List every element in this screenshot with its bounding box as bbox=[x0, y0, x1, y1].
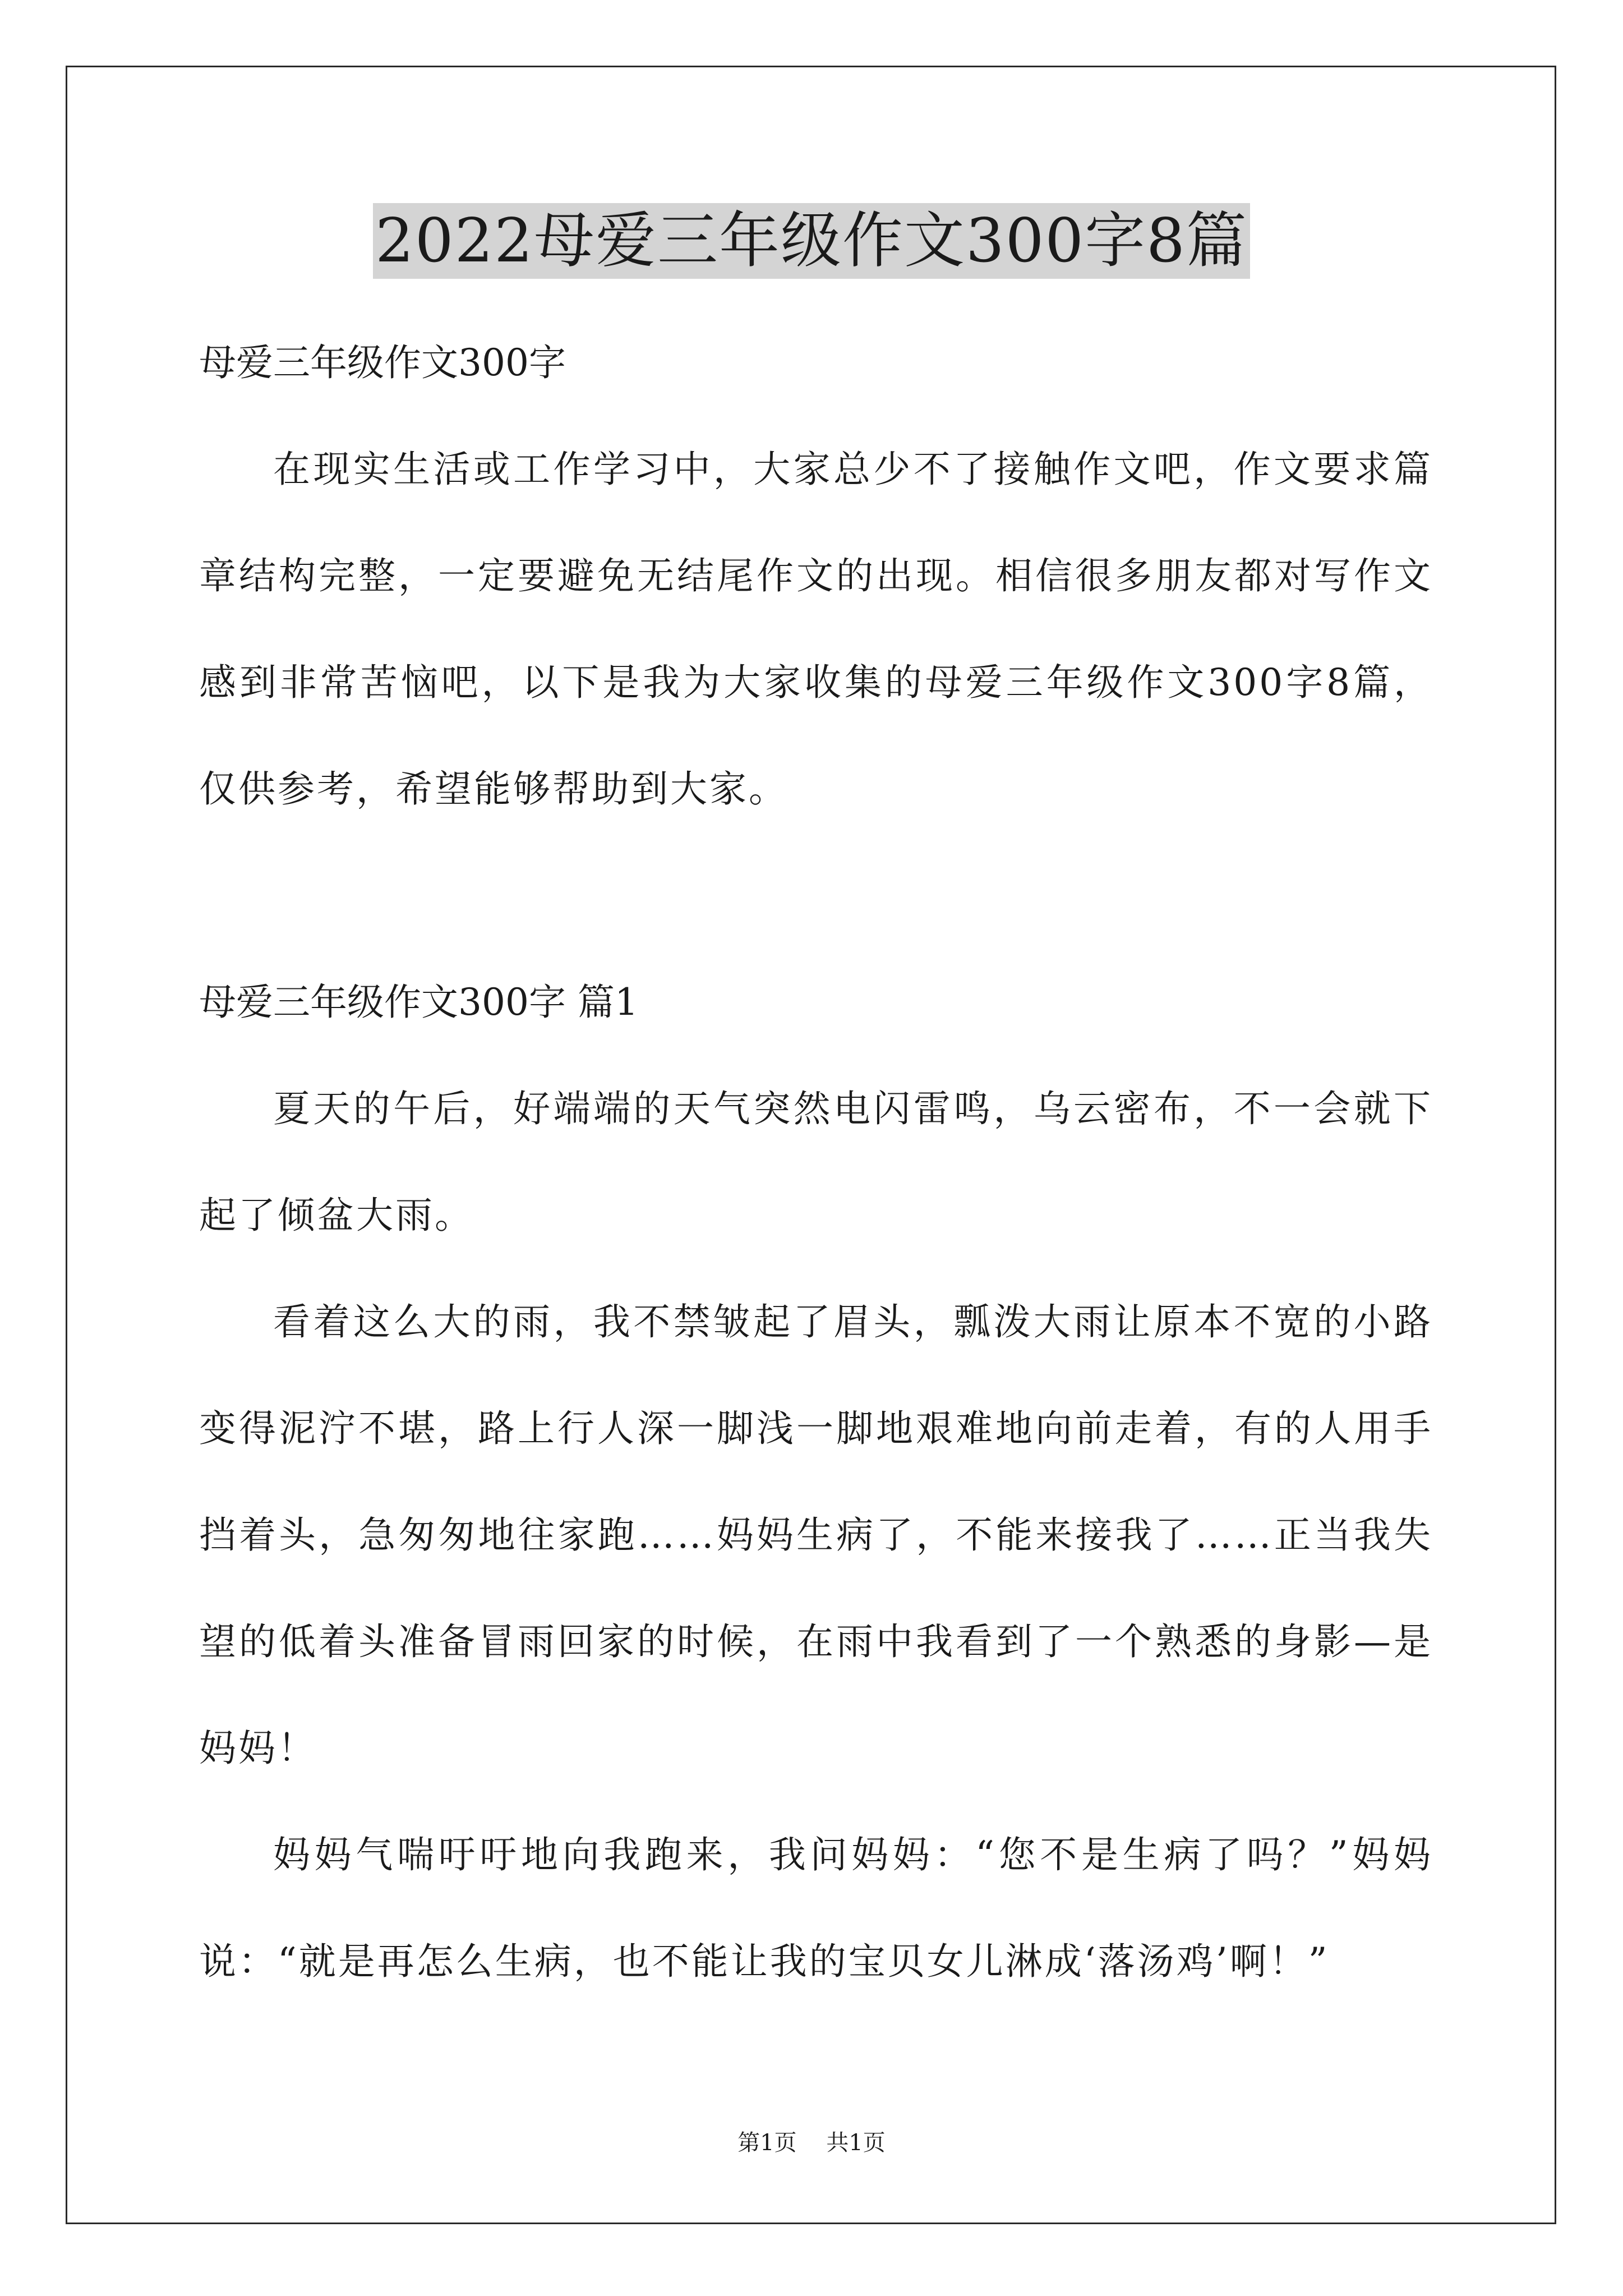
document-body bbox=[199, 310, 1433, 2015]
body-paragraph-1: 夏天的午后，好端端的天气突然电闪雷鸣，乌云密布，不一会就下起了倾盆大雨。 bbox=[199, 1087, 1433, 1237]
intro-heading: 母爱三年级作文300字 bbox=[199, 341, 566, 384]
document-title: 2022母爱三年级作文300字8篇 bbox=[373, 203, 1250, 279]
body-paragraph-2: 看着这么大的雨，我不禁皱起了眉头，瓢泼大雨让原本不宽的小路变得泥泞不堪，路上行人深一脚浅一脚地艰难地向前走着，有的人用手挡着头，急匆匆地往家跑……妈妈生病了，不能来接我了……正当我失望的低着头准备冒雨回家的时候，在雨中我看到了一个熟悉的身影—是妈妈！ bbox=[199, 1300, 1433, 1770]
section-heading: 母爱三年级作文300字 篇1 bbox=[199, 981, 638, 1024]
page-number: 第1页 bbox=[737, 2130, 797, 2156]
page-footer bbox=[0, 2126, 1623, 2160]
intro-paragraph: 在现实生活或工作学习中，大家总少不了接触作文吧，作文要求篇章结构完整，一定要避免无结尾作文的出现。相信很多朋友都对写作文感到非常苦恼吧，以下是我为大家收集的母爱三年级作文300字8篇，仅供参考，希望能够帮助到大家。 bbox=[199, 448, 1433, 811]
body-paragraph-3: 妈妈气喘吁吁地向我跑来，我问妈妈：“您不是生病了吗？”妈妈说：“就是再怎么生病，也不能让我的宝贝女儿淋成‘落汤鸡’啊！” bbox=[199, 1833, 1433, 1983]
page-total: 共1页 bbox=[826, 2130, 886, 2156]
document-title-block bbox=[0, 203, 1623, 279]
section-spacer bbox=[199, 843, 1433, 949]
